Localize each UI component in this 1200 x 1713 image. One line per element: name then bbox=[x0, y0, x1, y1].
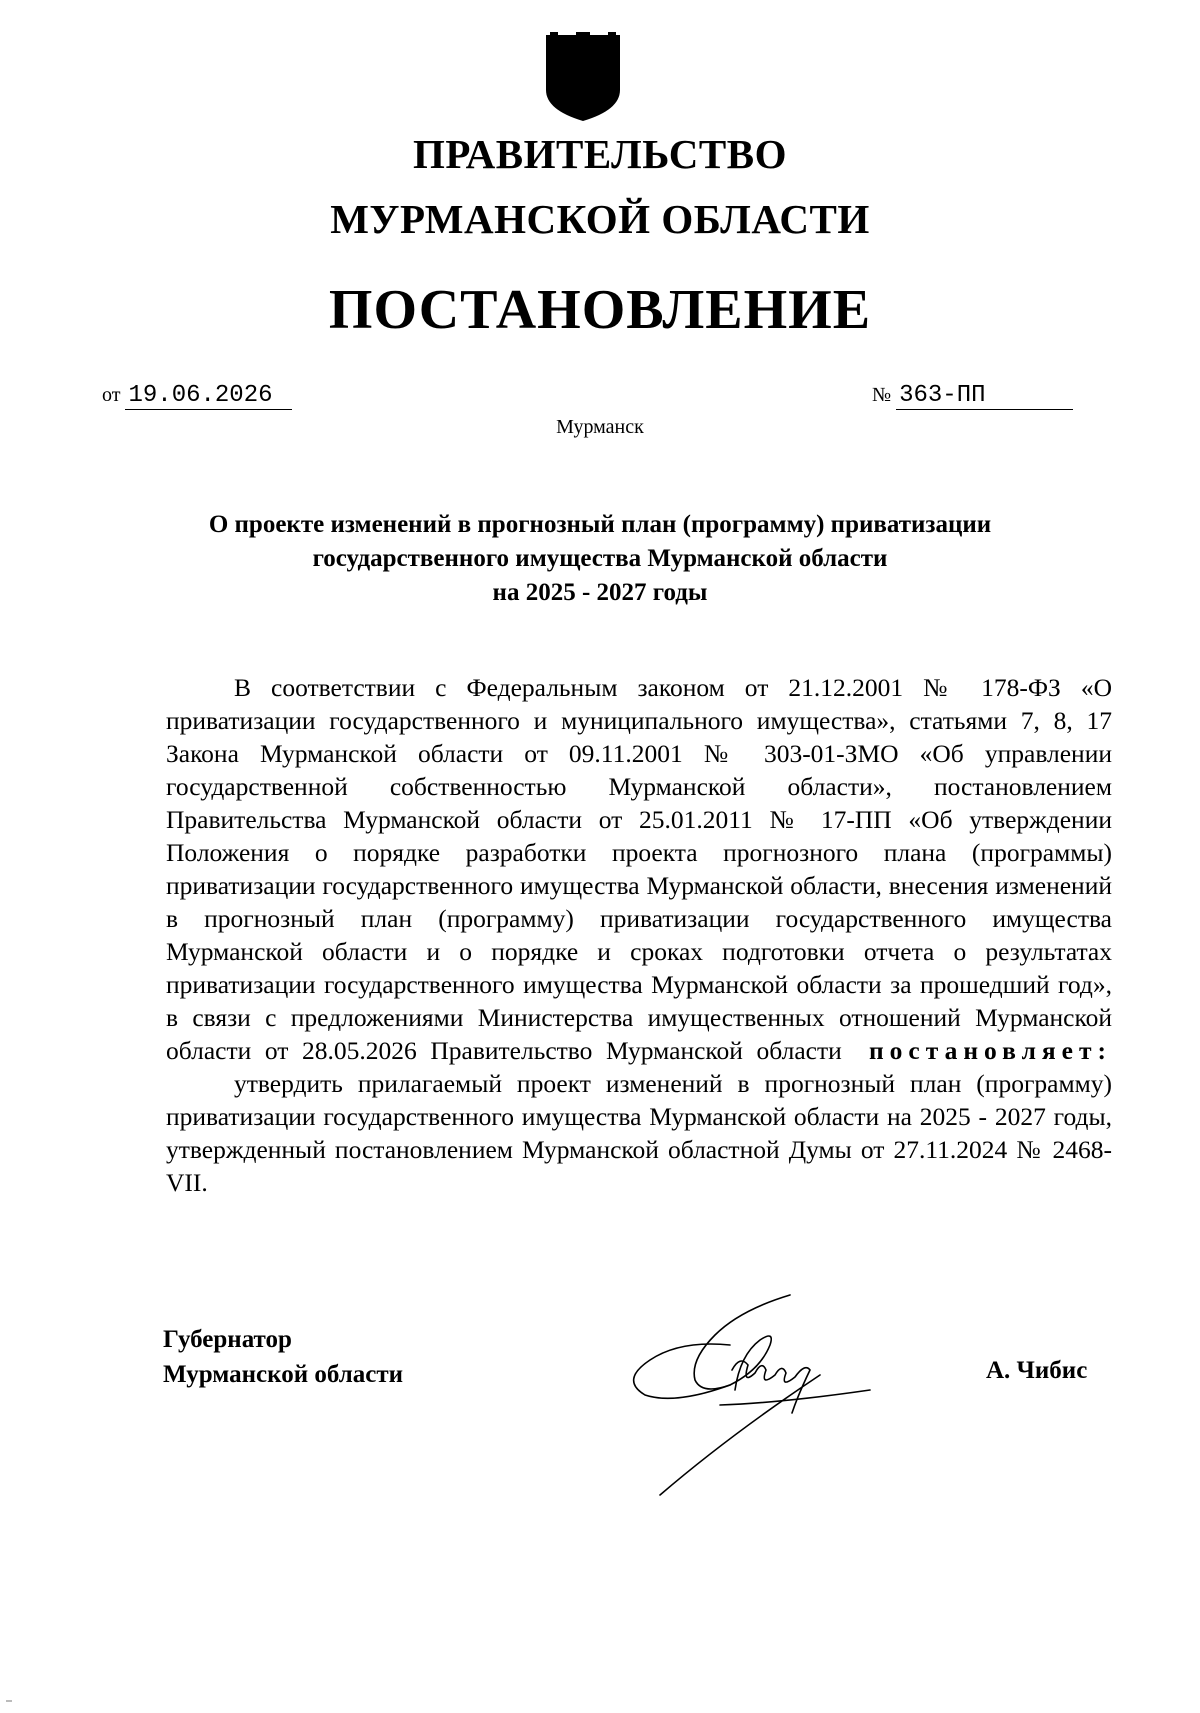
document-date bbox=[102, 382, 292, 410]
signatory-position-line2: Мурманской области bbox=[163, 1361, 404, 1388]
scan-artifact bbox=[6, 1700, 12, 1702]
resolves-word: постановляет: bbox=[868, 1036, 1113, 1065]
subject-line-1: О проекте изменений в прогнозный план (программу) приватизации bbox=[208, 511, 992, 538]
subject-line-2: государственного имущества Мурманской области bbox=[312, 545, 888, 572]
body-paragraph-1 bbox=[166, 671, 1112, 1067]
government-title-line2: МУРМАНСКОЙ ОБЛАСТИ bbox=[330, 196, 870, 242]
number-prefix: № bbox=[872, 384, 892, 406]
document-type-title: ПОСТАНОВЛЕНИЕ bbox=[328, 279, 872, 341]
government-title-line1: ПРАВИТЕЛЬСТВО bbox=[412, 131, 788, 177]
signatory-position-line1: Губернатор bbox=[163, 1326, 292, 1353]
body-paragraph-1-text: В соответствии с Федеральным законом от 21.12.2001 № 178-ФЗ «О приватизации государственного и муниципального имущества», статьями 7, 8, 17 Закона Мурманской области от 09.11.2001 № 303-01-ЗМО «Об управлении государственной собственностью Мурманской области», постановлением Правительства Мурманской области от 25.01.2011 № 17-ПП «Об утверждении Положения о порядке разработки проекта прогнозного плана (программы) приватизации государственного имущества Мурманской области, внесения изменений в прогнозный план (программу) приватизации государственного имущества Мурманской области и о порядке и сроках подготовки отчета о результатах приватизации государственного имущества Мурманской области за прошедший год», в связи с предложениями Министерства имущественных отношений Мурманской области от 28.05.2026 Правительство Мурманской области bbox=[166, 673, 1112, 1065]
number-value: 363-ПП bbox=[896, 382, 1073, 410]
signatory-position bbox=[163, 1322, 403, 1392]
handwritten-signature bbox=[620, 1285, 900, 1515]
subject-line-3: на 2025 - 2027 годы bbox=[492, 579, 708, 606]
date-prefix: от bbox=[102, 384, 121, 406]
document-subject bbox=[0, 508, 1200, 610]
document-body bbox=[166, 671, 1112, 1199]
signatory-name: А. Чибис bbox=[986, 1357, 1088, 1384]
body-paragraph-2: утвердить прилагаемый проект изменений в прогнозный план (программу) приватизации государственного имущества Мурманской области на 2025 - 2027 годы, утвержденный постановлением Мурманской областной Думы от 27.11.2024 № 2468-VII. bbox=[166, 1069, 1112, 1197]
city-name: Мурманск bbox=[556, 416, 644, 438]
document-number bbox=[872, 382, 1073, 410]
date-value: 19.06.2026 bbox=[125, 382, 292, 410]
coat-of-arms-emblem bbox=[543, 32, 623, 124]
